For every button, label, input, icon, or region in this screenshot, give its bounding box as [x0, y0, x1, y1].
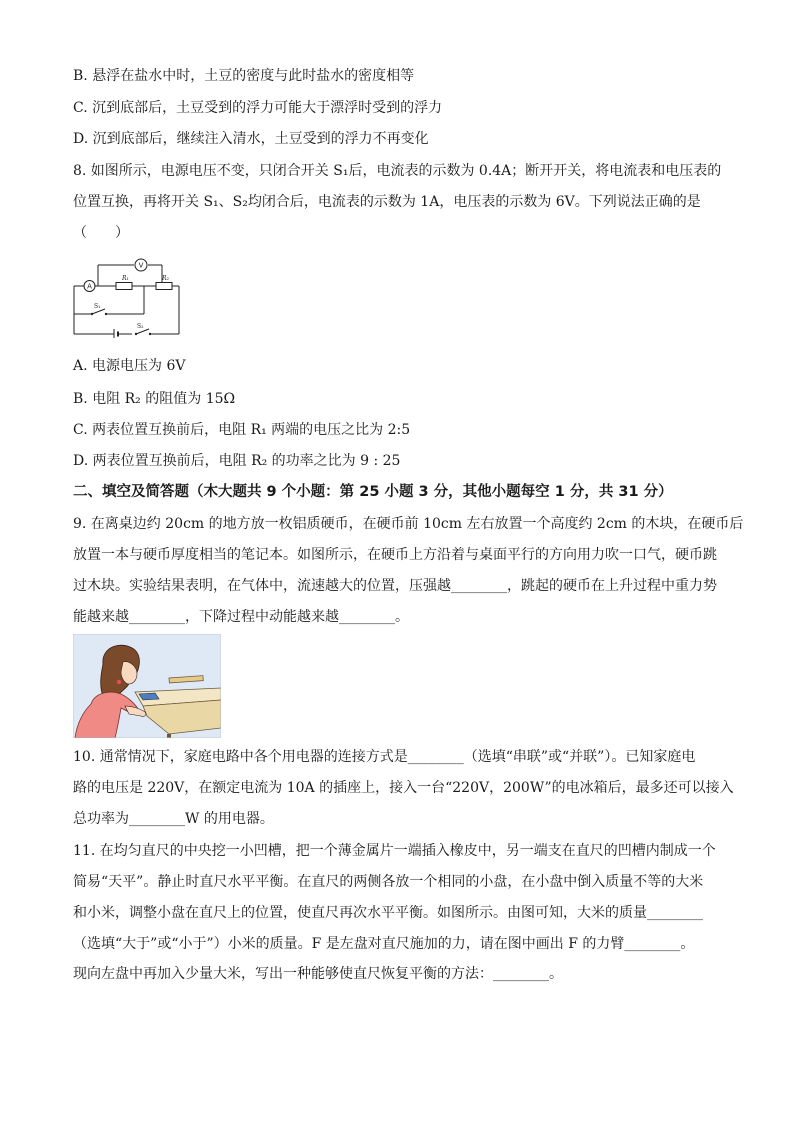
q11-line4: （选填“大于”或“小于”）小米的质量。F 是左盘对直尺施加的力，请在图中画出 F 的力臂________。 [73, 936, 695, 952]
battery-icon [114, 329, 118, 338]
q8-circuit-diagram [70, 252, 184, 338]
q7-option-b: B. 悬浮在盐水中时，土豆的密度与此时盐水的密度相等 [73, 68, 415, 84]
q7-option-c: C. 沉到底部后，土豆受到的浮力可能大于漂浮时受到的浮力 [73, 100, 443, 116]
ammeter-label: A [87, 282, 92, 291]
q11-line5: 现向左盘中再加入少量大米，写出一种能够使直尺恢复平衡的方法：________。 [73, 966, 563, 982]
q8-option-c: C. 两表位置互换前后，电阻 R₁ 两端的电压之比为 2:5 [73, 422, 411, 438]
q11-line2: 简易“天平”。静止时直尺水平平衡。在直尺的两侧各放一个相同的小盘，在小盘中倒入质量不等的大米 [73, 874, 704, 890]
q8-stem-line2: 位置互换，再将开关 S₁、S₂均闭合后，电流表的示数为 1A，电压表的示数为 6V。下列说法正确的是 [73, 194, 701, 210]
q8-option-a: A. 电源电压为 6V [73, 358, 186, 374]
q7-option-d: D. 沉到底部后，继续注入清水，土豆受到的浮力不再变化 [73, 131, 429, 147]
q9-line2: 放置一本与硬币厚度相当的笔记本。如图所示，在硬币上方沿着与桌面平行的方向用力吹一口气，硬币跳 [73, 547, 717, 563]
resistor-r2 [156, 283, 172, 290]
s2-label: S₂ [137, 323, 144, 330]
q11-line1: 11. 在均匀直尺的中央挖一小凹槽，把一个薄金属片一端插入橡皮中，另一端支在直尺的凹槽内制成一个 [73, 843, 716, 859]
q8-option-d: D. 两表位置互换前后，电阻 R₂ 的功率之比为 9 : 25 [73, 453, 401, 469]
r1-label: R₁ [122, 275, 129, 282]
voltmeter-label: V [138, 261, 144, 270]
q9-line1: 9. 在离桌边约 20cm 的地方放一枚铝质硬币，在硬币前 10cm 左右放置一个高度约 2cm 的木块，在硬币后 [73, 516, 744, 532]
q9-illustration [73, 634, 221, 738]
q9-line3: 过木块。实验结果表明，在气体中，流速越大的位置，压强越________，跳起的硬币在上升过程中重力势 [73, 578, 717, 594]
q10-line3: 总功率为________W 的用电器。 [73, 811, 274, 827]
q8-option-b: B. 电阻 R₂ 的阻值为 15Ω [73, 391, 236, 407]
q11-line3: 和小米，调整小盘在直尺上的位置，使直尺再次水平平衡。如图所示。由图可知，大米的质量________ [73, 905, 703, 921]
q8-stem-line3: （ ） [73, 225, 129, 241]
q10-line2: 路的电压是 220V，在额定电流为 10A 的插座上，接入一台“220V，200W”的电冰箱后，最多还可以接入 [73, 780, 734, 796]
q9-line4: 能越来越________，下降过程中动能越来越________。 [73, 609, 409, 625]
resistor-r1 [116, 283, 132, 290]
section-heading: 二、填空及简答题（木大题共 9 个小题：第 25 小题 3 分，其他小题每空 1 分，共 31 分） [73, 484, 673, 500]
q10-line1: 10. 通常情况下，家庭电路中各个用电器的连接方式是________（选填“串联”或“并联”）。已知家庭电 [73, 749, 696, 765]
q8-stem-line1: 8. 如图所示，电源电压不变，只闭合开关 S₁后，电流表的示数为 0.4A；断开开关，将电流表和电压表的 [73, 163, 722, 179]
r2-label: R₂ [162, 275, 169, 282]
s1-label: S₁ [94, 303, 101, 310]
